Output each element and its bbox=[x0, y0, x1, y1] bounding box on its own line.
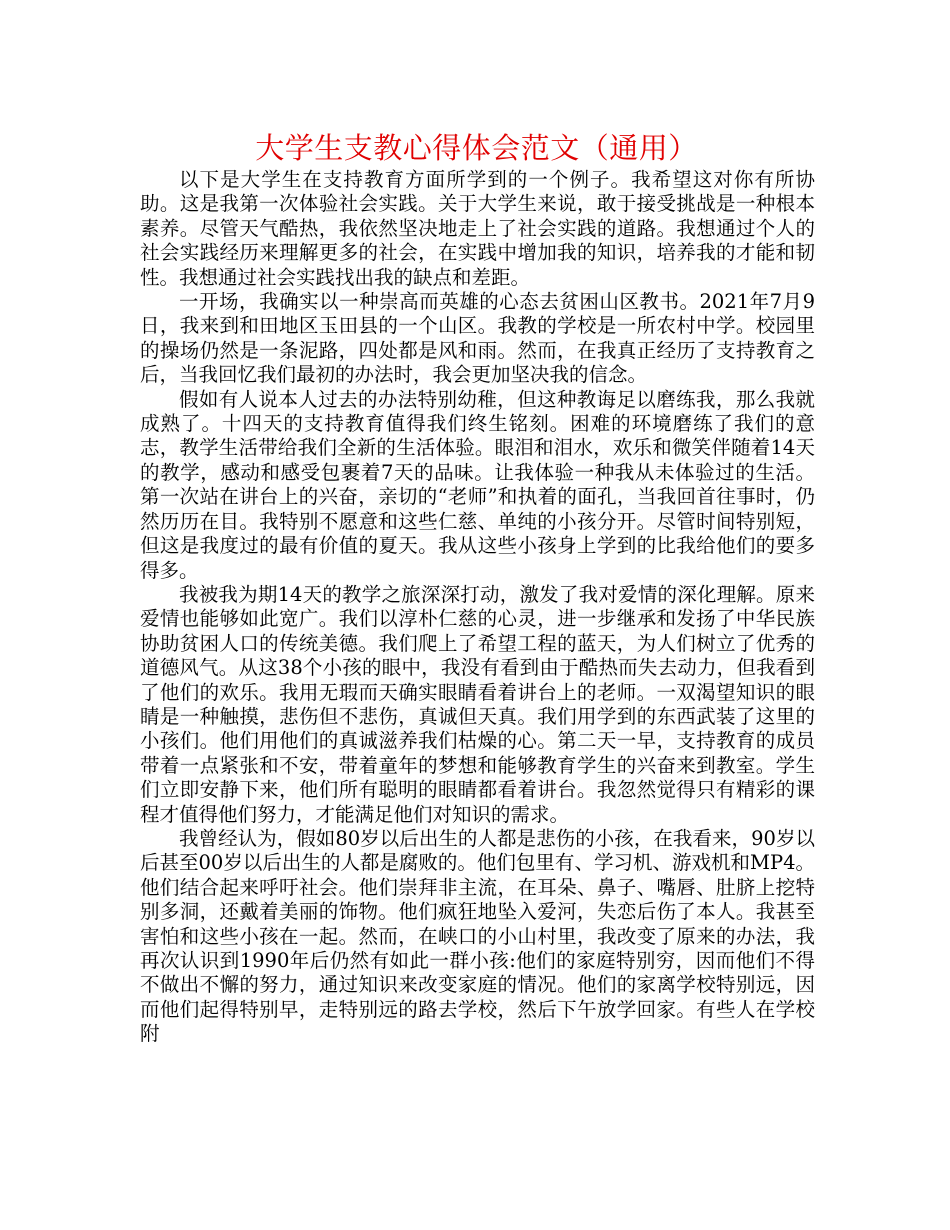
paragraph-3: 假如有人说本人过去的办法特别幼稚，但这种教诲足以磨练我，那么我就成熟了。十四天的支持教育值得我们终生铭刻。困难的环境磨练了我们的意志，教学生活带给我们全新的生活体验。眼泪和泪水，欢乐和微笑伴随着14天的教学，感动和感受包裹着7天的品味。让我体验一种我从未体验过的生活。第一次站在讲台上的兴奋，亲切的“老师”和执着的面孔，当我回首往事时，仍然历历在目。我特别不愿意和这些仁慈、单纯的小孩分开。尽管时间特别短，但这是我度过的最有价值的夏天。我从这些小孩身上学到的比我给他们的要多得多。 bbox=[140, 387, 815, 582]
document-title: 大学生支教心得体会范文（通用） bbox=[255, 131, 698, 165]
document-body bbox=[140, 168, 815, 1047]
paragraph-4: 我被我为期14天的教学之旅深深打动，激发了我对爱情的深化理解。原来爱情也能够如此宽广。我们以淳朴仁慈的心灵，进一步继承和发扬了中华民族协助贫困人口的传统美德。我们爬上了希望工程的蓝天，为人们树立了优秀的道德风气。从这38个小孩的眼中，我没有看到由于酷热而失去动力，但我看到了他们的欢乐。我用无瑕而天确实眼睛看着讲台上的老师。一双渴望知识的眼睛是一种触摸，悲伤但不悲伤，真诚但天真。我们用学到的东西武装了这里的小孩们。他们用他们的真诚滋养我们枯燥的心。第二天一早，支持教育的成员带着一点紧张和不安，带着童年的梦想和能够教育学生的兴奋来到教室。学生们立即安静下来，他们所有聪明的眼睛都看着讲台。我忽然觉得只有精彩的课程才值得他们努力，才能满足他们对知识的需求。 bbox=[140, 582, 815, 826]
paragraph-1: 以下是大学生在支持教育方面所学到的一个例子。我希望这对你有所协助。这是我第一次体验社会实践。关于大学生来说，敢于接受挑战是一种根本素养。尽管天气酷热，我依然坚决地走上了社会实践的道路。我想通过个人的社会实践经历来理解更多的社会，在实践中增加我的知识，培养我的才能和韧性。我想通过社会实践找出我的缺点和差距。 bbox=[140, 168, 815, 289]
paragraph-5: 我曾经认为，假如80岁以后出生的人都是悲伤的小孩，在我看来，90岁以后甚至00岁以后出生的人都是腐败的。他们包里有、学习机、游戏机和MP4。他们结合起来呼吁社会。他们崇拜非主流，在耳朵、鼻子、嘴唇、肚脐上挖特别多洞，还戴着美丽的饰物。他们疯狂地坠入爱河，失恋后伤了本人。我甚至害怕和这些小孩在一起。然而，在峡口的小山村里，我改变了原来的办法，我再次认识到1990年后仍然有如此一群小孩:他们的家庭特别穷，因而他们不得不做出不懈的努力，通过知识来改变家庭的情况。他们的家离学校特别远，因而他们起得特别早，走特别远的路去学校，然后下午放学回家。有些人在学校附 bbox=[140, 826, 815, 1046]
paragraph-2: 一开场，我确实以一种崇高而英雄的心态去贫困山区教书。2021年7月9日，我来到和田地区玉田县的一个山区。我教的学校是一所农村中学。校园里的操场仍然是一条泥路，四处都是风和雨。然而，在我真正经历了支持教育之后，当我回忆我们最初的办法时，我会更加坚决我的信念。 bbox=[140, 290, 815, 387]
